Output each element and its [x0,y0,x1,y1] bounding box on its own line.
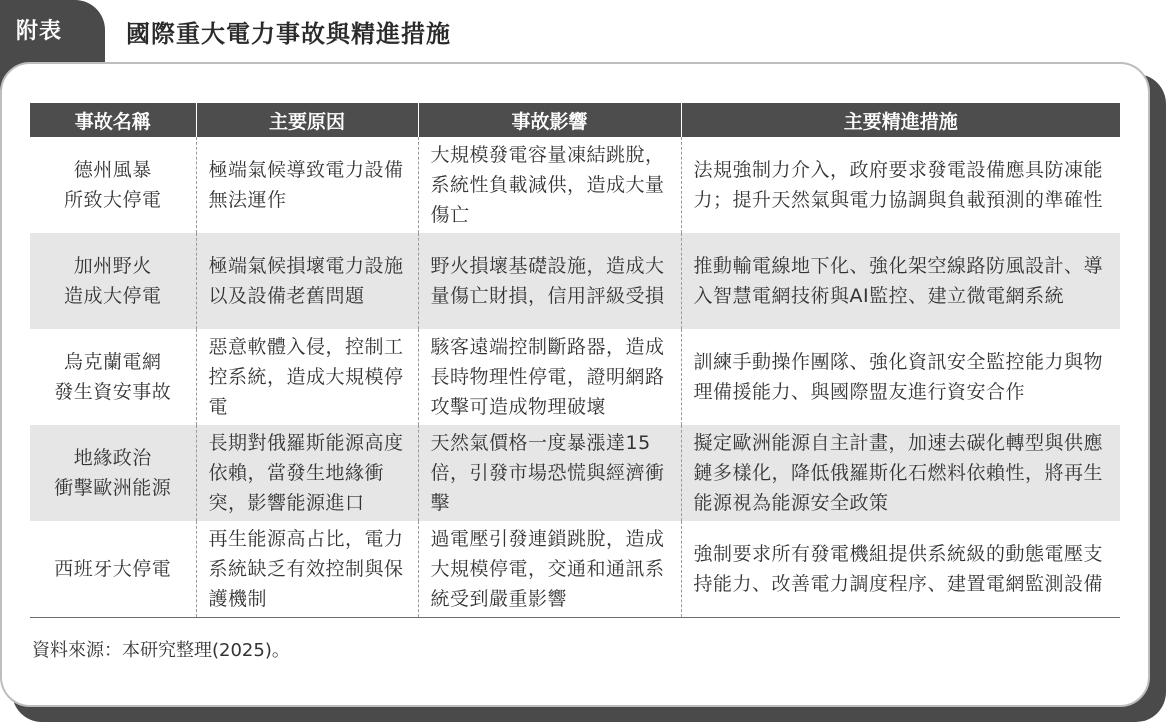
incident-name-cell [30,425,196,521]
impact-cell: 大規模發電容量凍結跳脫，系統性負載減供，造成大量傷亡 [418,137,681,233]
page-title: 國際重大電力事故與精進措施 [126,20,451,48]
measures-cell: 訓練手動操作團隊、強化資訊安全監控能力與物理備援能力、與國際盟友進行資安合作 [681,329,1120,425]
header-incident-name: 事故名稱 [30,103,196,137]
incident-name-cell [30,521,196,618]
incident-name-line: 衝擊歐洲能源 [54,477,172,499]
incident-name-line: 所致大停電 [63,189,162,211]
cause-cell: 惡意軟體入侵，控制工控系統，造成大規模停電 [196,329,418,425]
header-main-cause: 主要原因 [196,103,418,137]
incident-table [30,103,1120,618]
impact-cell: 駭客遠端控制斷路器，造成長時物理性停電，證明網路攻擊可造成物理破壞 [418,329,681,425]
measures-cell: 強制要求所有發電機組提供系統級的動態電壓支持能力、改善電力調度程序、建置電網監測設備 [681,521,1120,618]
table-row [30,425,1120,521]
table-row [30,233,1120,329]
incident-name-cell [30,137,196,233]
incident-name-line: 地緣政治 [73,447,152,469]
incident-name-cell [30,329,196,425]
measures-cell: 推動輸電線地下化、強化架空線路防風設計、導入智慧電網技術與AI監控、建立微電網系統 [681,233,1120,329]
incident-name-line: 發生資安事故 [54,381,172,403]
incident-name-line: 造成大停電 [63,285,162,307]
measures-cell: 擬定歐洲能源自主計畫，加速去碳化轉型與供應鏈多樣化，降低俄羅斯化石燃料依賴性，將再生能源視為能源安全政策 [681,425,1120,521]
source-note: 資料來源：本研究整理(2025)。 [32,640,290,661]
header-impact: 事故影響 [418,103,681,137]
cause-cell: 極端氣候損壞電力設施以及設備老舊問題 [196,233,418,329]
tab-label: 附表 [16,19,63,44]
cause-cell: 再生能源高占比，電力系統缺乏有效控制與保護機制 [196,521,418,618]
incident-name-line: 德州風暴 [73,159,152,181]
impact-cell: 天然氣價格一度暴漲達15倍，引發市場恐慌與經濟衝擊 [418,425,681,521]
incident-name-line: 加州野火 [73,255,152,277]
incident-name-line: 西班牙大停電 [54,558,172,580]
table-row [30,137,1120,233]
impact-cell: 過電壓引發連鎖跳脫，造成大規模停電，交通和通訊系統受到嚴重影響 [418,521,681,618]
cause-cell: 極端氣候導致電力設備無法運作 [196,137,418,233]
table-row [30,329,1120,425]
cause-cell: 長期對俄羅斯能源高度依賴，當發生地緣衝突，影響能源進口 [196,425,418,521]
header-measures: 主要精進措施 [681,103,1120,137]
table-row [30,521,1120,618]
impact-cell: 野火損壞基礎設施，造成大量傷亡財損，信用評級受損 [418,233,681,329]
table-header-row [30,103,1120,137]
incident-name-cell [30,233,196,329]
measures-cell: 法規強制力介入，政府要求發電設備應具防凍能力；提升天然氣與電力協調與負載預測的準確性 [681,137,1120,233]
incident-name-line: 烏克蘭電網 [63,351,162,373]
